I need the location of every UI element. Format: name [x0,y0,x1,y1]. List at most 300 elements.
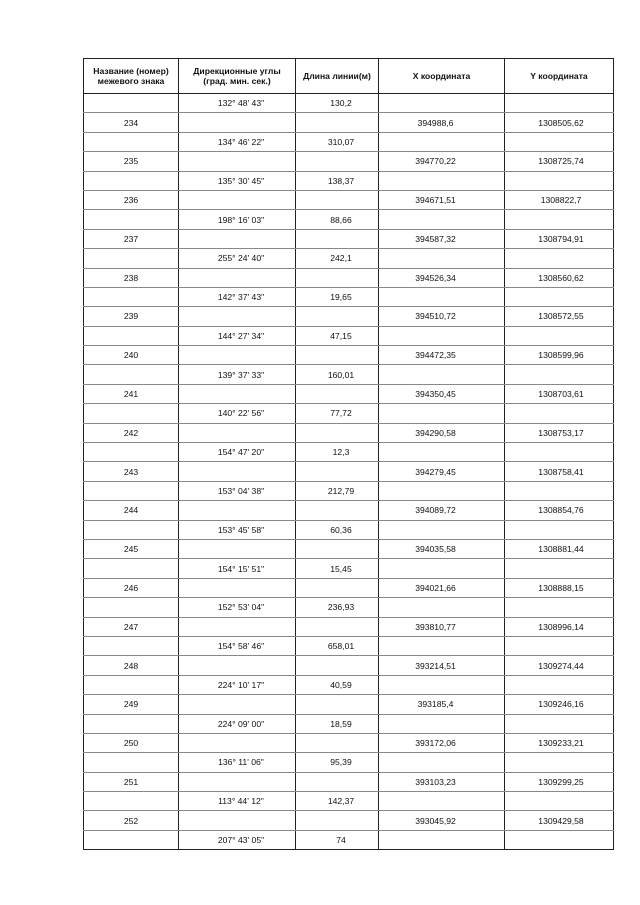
line-length-cell [296,365,379,384]
y-coordinate-cell [505,656,614,675]
x-coordinate-cell [379,539,505,558]
x-coordinate-cell-value: 394290,58 [415,427,456,438]
x-coordinate-cell-value: 394279,45 [415,466,456,477]
table-row-point [84,501,614,520]
empty-cell [379,326,505,345]
table-row-line [84,714,614,733]
y-coordinate-cell [505,423,614,442]
table-row-line [84,753,614,772]
line-length-cell [296,404,379,423]
y-coordinate-cell-value: 1308888,15 [538,582,584,593]
table-row-line [84,249,614,268]
y-coordinate-cell-value: 1308560,62 [538,272,584,283]
empty-cell [379,287,505,306]
direction-angle-cell [179,675,296,694]
y-coordinate-cell [505,695,614,714]
table-row-line [84,404,614,423]
direction-angle-cell [179,481,296,500]
y-coordinate-cell [505,268,614,287]
direction-angle-cell [179,365,296,384]
empty-cell [179,462,296,481]
empty-cell [296,113,379,132]
empty-cell [84,598,179,617]
y-coordinate-cell [505,617,614,636]
table-row-line [84,559,614,578]
point-name-cell [84,346,179,365]
y-coordinate-cell-value: 1308753,17 [538,427,584,438]
table-row-point [84,617,614,636]
direction-angle-cell [179,598,296,617]
direction-angle-cell [179,714,296,733]
point-name-cell [84,384,179,403]
line-length-cell-value: 242,1 [330,253,352,264]
empty-cell [296,229,379,248]
direction-angle-cell-value: 153° 04' 38" [217,486,265,496]
line-length-cell [296,132,379,151]
direction-angle-cell-value: 144° 27' 34" [217,330,265,341]
x-coordinate-cell [379,113,505,132]
empty-cell [179,229,296,248]
empty-cell [84,830,179,849]
empty-cell [296,307,379,326]
y-coordinate-cell-value: 1308505,62 [538,117,584,128]
empty-cell [505,287,614,306]
y-coordinate-cell [505,307,614,326]
empty-cell [84,132,179,151]
y-coordinate-cell [505,346,614,365]
x-coordinate-cell [379,462,505,481]
line-length-cell [296,287,379,306]
table-row-point [84,695,614,714]
empty-cell [296,501,379,520]
point-name-cell-value: 241 [123,389,139,400]
empty-cell [379,753,505,772]
direction-angle-cell-value: 140° 22' 56" [217,408,265,419]
y-coordinate-cell-value: 1308996,14 [538,621,584,632]
table-row-point [84,656,614,675]
empty-cell [179,695,296,714]
table-row-line [84,675,614,694]
y-coordinate-cell [505,462,614,481]
direction-angle-cell-value: 198° 16' 03" [217,214,265,225]
y-coordinate-cell [505,539,614,558]
empty-cell [505,171,614,190]
line-length-cell-value: 88,66 [330,214,352,225]
point-name-cell-value: 252 [123,815,139,826]
table-row-line [84,481,614,500]
line-length-cell [296,520,379,539]
line-length-cell-value: 658,01 [327,641,355,652]
header-direction-angle: Дирекционные углы (град. мин. сек.) [179,59,296,94]
direction-angle-cell-value: 136° 11' 06" [218,757,264,768]
line-length-cell-value: 74 [336,835,346,846]
y-coordinate-cell [505,578,614,597]
x-coordinate-cell-value: 394350,45 [415,389,456,400]
empty-cell [296,190,379,209]
point-name-cell [84,423,179,442]
point-name-cell [84,656,179,675]
empty-cell [179,578,296,597]
direction-angle-cell-value: 154° 47' 20" [217,447,265,458]
empty-cell [505,830,614,849]
empty-cell [505,520,614,539]
direction-angle-cell-value: 132° 48' 43" [217,98,265,109]
empty-cell [505,404,614,423]
empty-cell [84,675,179,694]
x-coordinate-cell [379,811,505,830]
empty-cell [179,307,296,326]
table-row-line [84,598,614,617]
point-name-cell [84,268,179,287]
x-coordinate-cell-value: 393103,23 [415,776,456,787]
table-row-point [84,152,614,171]
table-row-point [84,346,614,365]
empty-cell [505,94,614,113]
line-length-cell [296,94,379,113]
empty-cell [296,617,379,636]
line-length-cell [296,792,379,811]
header-y-coordinate: Y координата [505,59,614,94]
direction-angle-cell-value: 139° 37' 33" [217,369,265,380]
empty-cell [84,481,179,500]
point-name-cell [84,578,179,597]
table-row-point [84,578,614,597]
table-row-line [84,520,614,539]
y-coordinate-cell-value: 1309274,44 [538,660,584,671]
y-coordinate-cell-value: 1308758,41 [538,466,584,477]
y-coordinate-cell-value: 1308794,91 [538,233,584,244]
x-coordinate-cell [379,578,505,597]
empty-cell [179,501,296,520]
x-coordinate-cell [379,501,505,520]
empty-cell [505,249,614,268]
direction-angle-cell-value: 134° 46' 22" [217,136,265,147]
empty-cell [505,132,614,151]
empty-cell [505,481,614,500]
empty-cell [379,481,505,500]
empty-cell [84,94,179,113]
direction-angle-cell [179,171,296,190]
empty-cell [179,152,296,171]
empty-cell [84,753,179,772]
empty-cell [505,675,614,694]
line-length-cell [296,559,379,578]
direction-angle-cell [179,792,296,811]
empty-cell [179,268,296,287]
point-name-cell [84,307,179,326]
x-coordinate-cell [379,152,505,171]
direction-angle-cell-value: 207° 43' 05" [217,835,265,846]
table-row-point [84,733,614,752]
direction-angle-cell-value: 153° 45' 58" [217,524,265,535]
x-coordinate-cell [379,229,505,248]
empty-cell [84,636,179,655]
empty-cell [84,443,179,462]
y-coordinate-cell-value: 1309429,58 [538,815,584,826]
x-coordinate-cell [379,656,505,675]
line-length-cell-value: 95,39 [330,757,352,768]
table-row-line [84,443,614,462]
line-length-cell-value: 40,59 [330,679,352,690]
direction-angle-cell [179,94,296,113]
x-coordinate-cell [379,384,505,403]
point-name-cell-value: 244 [123,505,139,516]
y-coordinate-cell [505,113,614,132]
x-coordinate-cell [379,423,505,442]
empty-cell [179,772,296,791]
y-coordinate-cell [505,772,614,791]
empty-cell [379,520,505,539]
table-header-row [84,59,614,94]
empty-cell [505,365,614,384]
point-name-cell [84,113,179,132]
direction-angle-cell-value: 154° 15' 51" [217,563,265,574]
y-coordinate-cell [505,152,614,171]
direction-angle-cell-value: 224° 09' 00" [217,718,265,729]
point-name-cell-value: 237 [123,233,139,244]
empty-cell [179,113,296,132]
empty-cell [379,171,505,190]
x-coordinate-cell-value: 394472,35 [415,350,456,361]
x-coordinate-cell [379,190,505,209]
x-coordinate-cell-value: 393185,4 [417,699,454,710]
line-length-cell-value: 142,37 [327,796,355,807]
table-row-line [84,830,614,849]
direction-angle-cell [179,326,296,345]
x-coordinate-cell-value: 394526,34 [415,272,456,283]
empty-cell [379,94,505,113]
header-x-coordinate: X координата [379,59,505,94]
line-length-cell [296,636,379,655]
point-name-cell [84,462,179,481]
table-row-line [84,792,614,811]
empty-cell [84,210,179,229]
direction-angle-cell-value: 152° 53' 04" [217,602,265,613]
empty-cell [296,539,379,558]
empty-cell [505,326,614,345]
y-coordinate-cell [505,384,614,403]
empty-cell [84,365,179,384]
table-row-point [84,307,614,326]
point-name-cell-value: 242 [123,427,139,438]
table-row-line [84,132,614,151]
line-length-cell-value: 19,65 [330,292,352,303]
line-length-cell [296,443,379,462]
empty-cell [379,830,505,849]
point-name-cell-value: 240 [123,350,139,361]
point-name-cell [84,811,179,830]
y-coordinate-cell-value: 1308572,55 [538,311,584,322]
line-length-cell [296,326,379,345]
point-name-cell [84,229,179,248]
x-coordinate-cell [379,617,505,636]
empty-cell [296,268,379,287]
point-name-cell [84,617,179,636]
point-name-cell [84,539,179,558]
direction-angle-cell [179,210,296,229]
empty-cell [379,132,505,151]
direction-angle-cell [179,249,296,268]
direction-angle-cell [179,559,296,578]
table-row-point [84,772,614,791]
point-name-cell-value: 250 [123,738,139,749]
direction-angle-cell [179,830,296,849]
x-coordinate-cell-value: 394671,51 [415,195,456,206]
line-length-cell-value: 15,45 [330,563,352,574]
point-name-cell [84,152,179,171]
empty-cell [84,287,179,306]
line-length-cell [296,210,379,229]
line-length-cell-value: 130,2 [330,98,352,109]
x-coordinate-cell [379,268,505,287]
table-row-line [84,94,614,113]
empty-cell [296,733,379,752]
header-point-name: Название (номер) межевого знака [84,59,179,94]
y-coordinate-cell-value: 1309246,16 [538,699,584,710]
point-name-cell [84,190,179,209]
empty-cell [379,249,505,268]
line-length-cell [296,171,379,190]
line-length-cell [296,753,379,772]
empty-cell [296,462,379,481]
point-name-cell-value: 247 [123,621,139,632]
y-coordinate-cell [505,190,614,209]
y-coordinate-cell [505,501,614,520]
empty-cell [296,152,379,171]
empty-cell [379,792,505,811]
direction-angle-cell-value: 135° 30' 45" [217,175,265,186]
empty-cell [379,559,505,578]
y-coordinate-cell-value: 1308822,7 [540,195,582,206]
direction-angle-cell-value: 154° 58' 46" [217,641,265,652]
empty-cell [296,578,379,597]
y-coordinate-cell-value: 1308599,96 [538,350,584,361]
direction-angle-cell [179,520,296,539]
point-name-cell-value: 235 [123,156,139,167]
empty-cell [379,675,505,694]
line-length-cell-value: 12,3 [332,447,350,458]
empty-cell [84,714,179,733]
x-coordinate-cell-value: 394988,6 [417,117,454,128]
empty-cell [84,404,179,423]
empty-cell [379,598,505,617]
line-length-cell [296,675,379,694]
empty-cell [379,365,505,384]
point-name-cell-value: 234 [123,117,139,128]
table-row-point [84,113,614,132]
line-length-cell-value: 47,15 [330,330,352,341]
empty-cell [296,384,379,403]
table-row-point [84,539,614,558]
empty-cell [84,171,179,190]
x-coordinate-cell [379,346,505,365]
empty-cell [179,423,296,442]
empty-cell [505,753,614,772]
point-name-cell [84,772,179,791]
empty-cell [179,384,296,403]
document-sheet [83,58,613,850]
empty-cell [505,559,614,578]
header-line-length: Длина линии(м) [296,59,379,94]
empty-cell [179,656,296,675]
empty-cell [379,714,505,733]
line-length-cell-value: 138,37 [327,175,355,186]
line-length-cell-value: 77,72 [330,408,352,419]
point-name-cell-value: 236 [123,195,139,206]
table-row-point [84,811,614,830]
empty-cell [379,404,505,423]
empty-cell [84,326,179,345]
direction-angle-cell [179,132,296,151]
line-length-cell-value: 310,07 [327,136,355,147]
table-row-line [84,287,614,306]
empty-cell [296,656,379,675]
direction-angle-cell [179,636,296,655]
empty-cell [296,772,379,791]
empty-cell [179,190,296,209]
y-coordinate-cell-value: 1309233,21 [538,738,584,749]
x-coordinate-cell [379,733,505,752]
line-length-cell [296,249,379,268]
x-coordinate-cell-value: 393810,77 [415,621,456,632]
line-length-cell-value: 236,93 [327,602,355,613]
direction-angle-cell [179,753,296,772]
y-coordinate-cell-value: 1308881,44 [538,544,584,555]
x-coordinate-cell [379,307,505,326]
y-coordinate-cell [505,733,614,752]
table-body [84,94,614,850]
x-coordinate-cell-value: 393172,06 [415,738,456,749]
empty-cell [179,539,296,558]
line-length-cell [296,830,379,849]
empty-cell [84,792,179,811]
y-coordinate-cell-value: 1308725,74 [538,156,584,167]
empty-cell [379,210,505,229]
y-coordinate-cell-value: 1308854,76 [538,505,584,516]
table-row-point [84,462,614,481]
x-coordinate-cell-value: 394510,72 [415,311,456,322]
y-coordinate-cell-value: 1309299,25 [538,776,584,787]
line-length-cell-value: 18,59 [330,718,352,729]
empty-cell [505,210,614,229]
x-coordinate-cell-value: 394587,32 [415,233,456,244]
boundary-coordinates-table [83,58,614,850]
empty-cell [505,443,614,462]
line-length-cell-value: 160,01 [327,369,355,380]
direction-angle-cell-value: 142° 37' 43" [217,292,265,303]
line-length-cell-value: 212,79 [327,486,355,496]
line-length-cell [296,481,379,500]
empty-cell [505,598,614,617]
empty-cell [84,559,179,578]
x-coordinate-cell-value: 393214,51 [415,660,456,671]
x-coordinate-cell [379,695,505,714]
empty-cell [296,695,379,714]
empty-cell [379,636,505,655]
point-name-cell [84,501,179,520]
empty-cell [296,811,379,830]
point-name-cell-value: 248 [123,660,139,671]
table-row-point [84,190,614,209]
point-name-cell-value: 249 [123,699,139,710]
x-coordinate-cell [379,772,505,791]
point-name-cell [84,733,179,752]
table-row-line [84,210,614,229]
point-name-cell-value: 246 [123,582,139,593]
x-coordinate-cell-value: 394089,72 [415,505,456,516]
y-coordinate-cell [505,229,614,248]
line-length-cell-value: 60,36 [330,524,352,535]
